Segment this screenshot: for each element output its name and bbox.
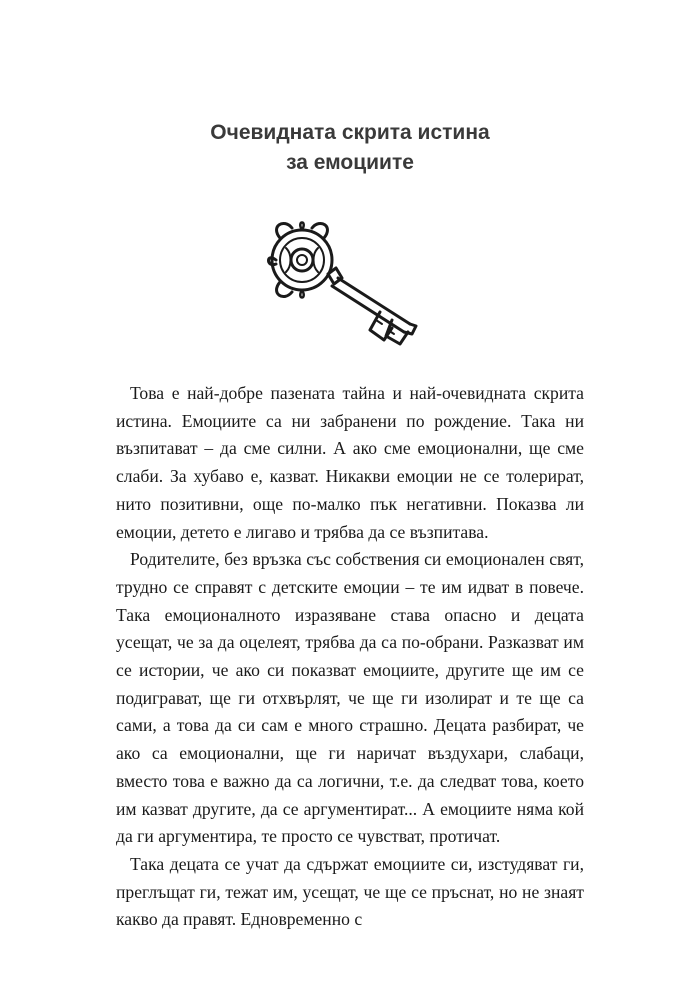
paragraph-2: Родителите, без връзка със собствения си емоционален свят, трудно се справят с детските емоции – те им идват в повече. Така емоционалното изразяване става опасно и децата усещат, че за да оцелеят, трябва да са по-обрани. Разказват им се истории, че ако си показват емоциите, другите ще им се подиграват, ще ги отхвърлят, че ще ги изолират и те ще са сами, а това да си сам е много страшно. Децата разбират, че ако са емоционални, ще ги наричат въздухари, слабаци, вместо това е важно да са логични, т.е. да следват това, което им казват другите, да се аргументират... А емоциите няма кой да ги аргументира, те просто се чувстват, протичат.: [116, 549, 584, 847]
chapter-title: [0, 118, 700, 178]
chapter-title-line-1: Очевидната скрита истина: [210, 121, 490, 144]
chapter-title-line-2: за емоциите: [286, 151, 414, 174]
ornate-key-icon: [262, 208, 442, 348]
paragraph-1: Това е най-добре пазената тайна и най-очевидната скрита истина. Емоциите са ни забранени по рождение. Така ни възпитават – да сме силни. А ако сме емоционални, ще сме слаби. За хубаво е, казват. Никакви емоции не се толерират, нито позитивни, още по-малко пък негативни. Показва ли емоции, детето е лигаво и трябва да се възпитава.: [116, 383, 584, 542]
paragraph-3: Така децата се учат да сдържат емоциите си, изстудяват ги, преглъщат ги, тежат им, усещат, че ще се пръснат, но не знаят какво да правят. Едновременно с: [116, 853, 584, 930]
chapter-body: [116, 380, 584, 934]
